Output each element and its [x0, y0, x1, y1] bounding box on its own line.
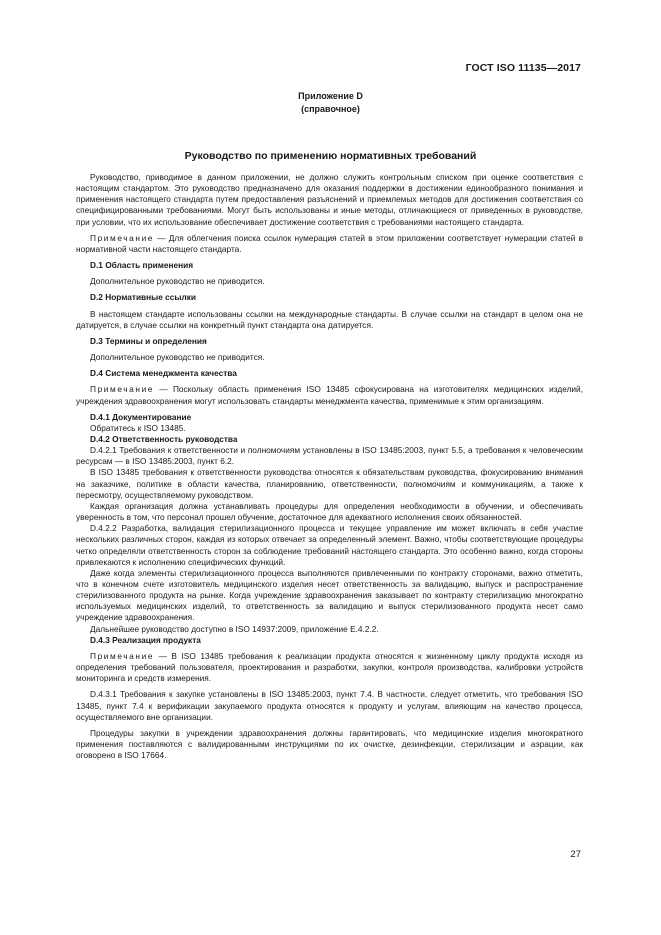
- note-label: Примечание: [90, 650, 155, 661]
- section-d43-heading: D.4.3 Реализация продукта: [90, 634, 201, 645]
- section-d431-p1: D.4.3.1 Требования к закупке установлены в ISO 13485:2003, пункт 7.4. В частности, следует отметить, что требования ISO 13485, пункт 7.4 к верификации закупаемого продукта относятся к продукту и услугам, влияющим на качество процесса, осуществляемого вне организации.: [76, 689, 583, 722]
- section-d42-p4: D.4.2.2 Разработка, валидация стерилизационного процесса и текущее управление им может включать в себя участие нескольких различных сторон, каждая из которых отвечает за определенный элемент. Важно, чтобы соответствующие процедуры четко определяли ответственность сторон за соблюдение требований настоящего стандарта. Это особенно важно, когда стороны привлекаются к исполнению специфических функций.: [76, 523, 583, 567]
- document-body: [76, 172, 583, 761]
- section-d4-note: [76, 384, 583, 406]
- section-d2-heading: D.2 Нормативные ссылки: [90, 292, 196, 303]
- annex-title: Приложение D: [298, 91, 363, 101]
- section-d42-p3: Каждая организация должна устанавливать процедуры для определения необходимости в обучении, и обеспечивать уверенность в том, что персонал прошел обучение, достаточное для адекватного исполнения своих обязанностей.: [76, 500, 583, 523]
- section-d3-text: Дополнительное руководство не приводится.: [90, 352, 265, 363]
- section-d42-p6: Дальнейшее руководство доступно в ISO 14937:2009, приложение E.4.2.2.: [90, 623, 379, 634]
- section-d42-p1: D.4.2.1 Требования к ответственности и полномочиям установлены в ISO 13485:2003, пункт 5.5, а требования к человеческим ресурсам — в ISO 13485:2003, пункт 6.2.: [76, 445, 583, 467]
- page-number: 27: [570, 849, 581, 860]
- section-d42-p2: В ISO 13485 требования к ответственности руководства относятся к обязательствам руководства, фокусированию внимания на заказчике, политике в области качества, планированию, ответственности, полномочиям и коммуникациям, а также к пересмотру, осуществляемому руководством.: [76, 467, 583, 500]
- section-d1-text: Дополнительное руководство не приводится.: [90, 276, 265, 287]
- section-d42-heading: D.4.2 Ответственность руководства: [90, 433, 238, 444]
- section-d1-heading: D.1 Область применения: [90, 260, 194, 271]
- annex-note: (справочное): [301, 104, 360, 114]
- intro-paragraph: Руководство, приводимое в данном приложении, не должно служить контрольным списком при оценке соответствия с настоящим стандартом. Это руководство предназначено для оказания поддержки в достижении единообразного понимания и применения настоящего стандарта путем предоставления разъяснений и приемлемых методов для достижения соответствия со специфицированными требованиями. Могут быть использованы и иные методы, отличающиеся от приведенных в руководстве, при условии, что их использование обеспечивает достижение соответствия с требованиями настоящего стандарта.: [76, 172, 583, 227]
- page-title: Руководство по применению нормативных требований: [184, 150, 477, 162]
- section-d431-p2: Процедуры закупки в учреждении здравоохранения должны гарантировать, что медицинские изделия многократного применения поставляются с валидированными инструкциями по их очистке, дезинфекции, стерилизации и аэрации, как оговорено в ISO 17664.: [76, 727, 583, 761]
- note-label: Примечание: [90, 232, 155, 243]
- section-d41-heading: D.4.1 Документирование: [90, 411, 192, 422]
- note-text: — В ISO 13485 требования к реализации продукта относятся к жизненному циклу продукта исходя из определения требований пользователя, проектирования и разработки, закупки, контроля производства, калибровки устройств мониторинга и средств измерения.: [76, 650, 583, 684]
- note-text: — Для облегчения поиска ссылок нумерация статей в этом приложении соответствует нумерации статей в нормативной части настоящего стандарта.: [76, 232, 583, 254]
- section-d2-text: В настоящем стандарте использованы ссылки на международные стандарты. В случае ссылки на стандарт в целом она не датируется, в случае ссылки на конкретный пункт стандарта она датируется.: [76, 308, 583, 330]
- section-d3-heading: D.3 Термины и определения: [90, 335, 207, 346]
- section-d41-text: Обратитесь к ISO 13485.: [90, 422, 186, 433]
- note-label: Примечание: [90, 384, 155, 395]
- standard-designation: ГОСТ ISO 11135—2017: [465, 62, 581, 74]
- note-text: — Поскольку область применения ISO 13485 сфокусирована на изготовителях медицинских изделий, учреждения здравоохранения могут использовать стандарты менеджмента качества, применимые к этим организациям.: [76, 384, 583, 406]
- section-d43-note: [76, 651, 583, 684]
- section-d42-p5: Даже когда элементы стерилизационного процесса выполняются привлеченными по контракту сторонами, важно отметить, что в конечном счете изготовитель медицинского изделия несет ответственность за валидацию, выпуск и распространение стерилизованного продукта на рынке. Когда учреждение здравоохранения заказывает по контракту стерилизацию многократно используемых медицинских изделий, то ответственность за валидацию и выпуск стерилизованного продукта несет само учреждение здравоохранения.: [76, 567, 583, 623]
- note-paragraph: [76, 233, 583, 255]
- section-d4-heading: D.4 Система менеджмента качества: [90, 368, 237, 379]
